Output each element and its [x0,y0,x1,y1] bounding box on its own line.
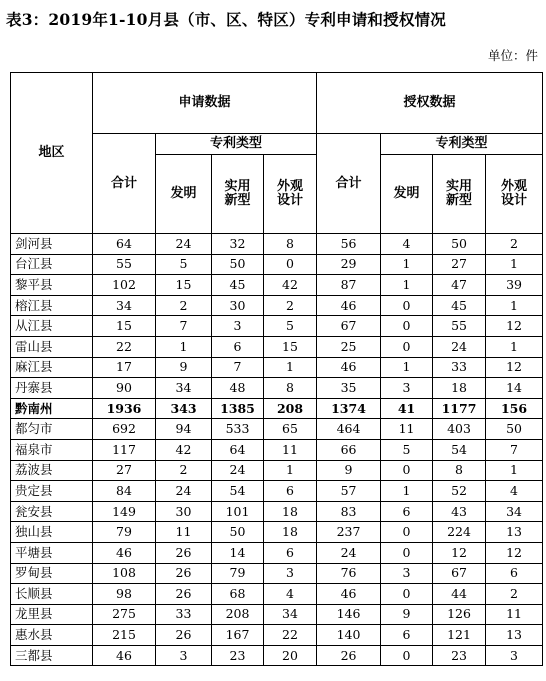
table-row [11,295,543,316]
value-cell: 1 [486,295,543,316]
value-cell: 20 [264,645,317,666]
value-cell: 66 [317,439,381,460]
value-cell: 11 [264,439,317,460]
table-title: 表3：2019年1-10月县（市、区、特区）专利申请和授权情况 [6,10,446,29]
value-cell: 52 [433,481,486,502]
value-cell: 67 [433,563,486,584]
value-cell: 167 [212,625,264,646]
value-cell: 275 [93,604,156,625]
value-cell: 2 [486,584,543,605]
value-cell: 7 [212,357,264,378]
value-cell: 1 [381,481,433,502]
value-cell: 5 [264,316,317,337]
value-cell: 1 [264,357,317,378]
region-name-cell: 福泉市 [11,439,93,460]
value-cell: 7 [156,316,212,337]
value-cell: 1 [264,460,317,481]
value-cell: 42 [264,275,317,296]
value-cell: 79 [93,522,156,543]
value-cell: 22 [93,336,156,357]
value-cell: 46 [317,295,381,316]
value-cell: 15 [93,316,156,337]
table-row [11,254,543,275]
table-row [11,357,543,378]
value-cell: 8 [264,378,317,399]
value-cell: 6 [381,625,433,646]
value-cell: 2 [264,295,317,316]
value-cell: 33 [433,357,486,378]
region-name-cell: 麻江县 [11,357,93,378]
value-cell: 34 [486,501,543,522]
value-cell: 0 [264,254,317,275]
value-cell: 0 [381,336,433,357]
value-cell: 8 [264,234,317,255]
value-cell: 46 [317,584,381,605]
value-cell: 1 [381,254,433,275]
region-name-cell: 惠水县 [11,625,93,646]
value-cell: 24 [156,234,212,255]
value-cell: 27 [93,460,156,481]
value-cell: 55 [93,254,156,275]
value-cell: 208 [264,398,317,419]
value-cell: 3 [381,563,433,584]
value-cell: 156 [486,398,543,419]
value-cell: 33 [156,604,212,625]
table-row [11,522,543,543]
value-cell: 90 [93,378,156,399]
grant-patent-type-header: 专利类型 [381,134,543,155]
value-cell: 12 [433,542,486,563]
value-cell: 50 [212,254,264,275]
value-cell: 32 [212,234,264,255]
value-cell: 64 [93,234,156,255]
value-cell: 30 [212,295,264,316]
grant-group-header: 授权数据 [317,73,543,134]
region-name-cell: 长顺县 [11,584,93,605]
app-utility-header: 实用 新型 [212,155,264,234]
value-cell: 83 [317,501,381,522]
region-name-cell: 雷山县 [11,336,93,357]
value-cell: 55 [433,316,486,337]
value-cell: 24 [317,542,381,563]
value-cell: 4 [381,234,433,255]
value-cell: 1 [486,460,543,481]
value-cell: 2 [156,460,212,481]
value-cell: 464 [317,419,381,440]
value-cell: 9 [381,604,433,625]
value-cell: 0 [381,316,433,337]
value-cell: 6 [264,542,317,563]
value-cell: 146 [317,604,381,625]
value-cell: 43 [433,501,486,522]
table-row [11,625,543,646]
value-cell: 208 [212,604,264,625]
grant-utility-header: 实用 新型 [433,155,486,234]
value-cell: 47 [433,275,486,296]
value-cell: 0 [381,295,433,316]
value-cell: 22 [264,625,317,646]
region-name-cell: 独山县 [11,522,93,543]
value-cell: 1936 [93,398,156,419]
unit-label: 单位：件 [487,48,538,63]
value-cell: 237 [317,522,381,543]
value-cell: 57 [317,481,381,502]
value-cell: 11 [156,522,212,543]
value-cell: 94 [156,419,212,440]
value-cell: 79 [212,563,264,584]
value-cell: 25 [317,336,381,357]
value-cell: 9 [317,460,381,481]
app-invention-header: 发明 [156,155,212,234]
value-cell: 50 [486,419,543,440]
region-name-cell: 贵定县 [11,481,93,502]
value-cell: 1 [381,357,433,378]
value-cell: 117 [93,439,156,460]
value-cell: 18 [264,522,317,543]
table-row [11,501,543,522]
value-cell: 48 [212,378,264,399]
value-cell: 533 [212,419,264,440]
table-row [11,604,543,625]
grant-design-header: 外观 设计 [486,155,543,234]
value-cell: 44 [433,584,486,605]
value-cell: 6 [264,481,317,502]
value-cell: 26 [156,625,212,646]
value-cell: 1177 [433,398,486,419]
value-cell: 46 [317,357,381,378]
value-cell: 121 [433,625,486,646]
value-cell: 65 [264,419,317,440]
value-cell: 1385 [212,398,264,419]
app-total-header: 合计 [93,134,156,234]
value-cell: 39 [486,275,543,296]
value-cell: 98 [93,584,156,605]
value-cell: 26 [156,542,212,563]
table-row [11,234,543,255]
value-cell: 6 [212,336,264,357]
value-cell: 6 [486,563,543,584]
value-cell: 0 [381,522,433,543]
table-row [11,378,543,399]
value-cell: 5 [156,254,212,275]
value-cell: 126 [433,604,486,625]
value-cell: 0 [381,645,433,666]
table-row [11,645,543,666]
region-name-cell: 荔波县 [11,460,93,481]
value-cell: 64 [212,439,264,460]
value-cell: 8 [433,460,486,481]
value-cell: 215 [93,625,156,646]
value-cell: 29 [317,254,381,275]
value-cell: 403 [433,419,486,440]
value-cell: 101 [212,501,264,522]
value-cell: 343 [156,398,212,419]
region-name-cell: 平塘县 [11,542,93,563]
value-cell: 87 [317,275,381,296]
value-cell: 3 [156,645,212,666]
value-cell: 1 [381,275,433,296]
region-name-cell: 剑河县 [11,234,93,255]
value-cell: 5 [381,439,433,460]
value-cell: 18 [264,501,317,522]
value-cell: 35 [317,378,381,399]
value-cell: 46 [93,645,156,666]
value-cell: 2 [486,234,543,255]
value-cell: 224 [433,522,486,543]
patent-table [10,72,543,666]
value-cell: 50 [212,522,264,543]
region-name-cell: 三都县 [11,645,93,666]
value-cell: 9 [156,357,212,378]
value-cell: 102 [93,275,156,296]
table-row [11,563,543,584]
value-cell: 7 [486,439,543,460]
value-cell: 14 [486,378,543,399]
region-name-cell: 罗甸县 [11,563,93,584]
value-cell: 0 [381,584,433,605]
value-cell: 0 [381,460,433,481]
value-cell: 76 [317,563,381,584]
value-cell: 54 [433,439,486,460]
value-cell: 1 [486,336,543,357]
region-name-cell: 黎平县 [11,275,93,296]
table-row [11,398,543,419]
value-cell: 24 [212,460,264,481]
value-cell: 42 [156,439,212,460]
value-cell: 26 [156,584,212,605]
value-cell: 3 [381,378,433,399]
value-cell: 13 [486,522,543,543]
table-row [11,336,543,357]
value-cell: 30 [156,501,212,522]
value-cell: 3 [212,316,264,337]
table-body [11,234,543,666]
value-cell: 34 [264,604,317,625]
value-cell: 692 [93,419,156,440]
value-cell: 45 [212,275,264,296]
region-name-cell: 榕江县 [11,295,93,316]
region-name-cell: 龙里县 [11,604,93,625]
value-cell: 15 [156,275,212,296]
table-row [11,584,543,605]
value-cell: 4 [486,481,543,502]
grant-total-header: 合计 [317,134,381,234]
value-cell: 84 [93,481,156,502]
value-cell: 14 [212,542,264,563]
value-cell: 26 [317,645,381,666]
region-name-cell: 瓮安县 [11,501,93,522]
value-cell: 67 [317,316,381,337]
region-name-cell: 黔南州 [11,398,93,419]
region-name-cell: 丹寨县 [11,378,93,399]
value-cell: 0 [381,542,433,563]
region-header: 地区 [11,73,93,234]
value-cell: 56 [317,234,381,255]
value-cell: 23 [212,645,264,666]
value-cell: 18 [433,378,486,399]
value-cell: 15 [264,336,317,357]
table-row [11,316,543,337]
value-cell: 3 [486,645,543,666]
value-cell: 1374 [317,398,381,419]
value-cell: 108 [93,563,156,584]
value-cell: 3 [264,563,317,584]
value-cell: 23 [433,645,486,666]
value-cell: 17 [93,357,156,378]
value-cell: 11 [486,604,543,625]
region-name-cell: 都匀市 [11,419,93,440]
value-cell: 12 [486,357,543,378]
value-cell: 24 [156,481,212,502]
value-cell: 54 [212,481,264,502]
value-cell: 12 [486,316,543,337]
value-cell: 1 [486,254,543,275]
value-cell: 50 [433,234,486,255]
region-name-cell: 台江县 [11,254,93,275]
value-cell: 45 [433,295,486,316]
value-cell: 34 [93,295,156,316]
value-cell: 140 [317,625,381,646]
value-cell: 4 [264,584,317,605]
value-cell: 13 [486,625,543,646]
grant-invention-header: 发明 [381,155,433,234]
region-name-cell: 从江县 [11,316,93,337]
value-cell: 27 [433,254,486,275]
table-row [11,439,543,460]
table-row [11,460,543,481]
app-design-header: 外观 设计 [264,155,317,234]
value-cell: 68 [212,584,264,605]
application-group-header: 申请数据 [93,73,317,134]
value-cell: 149 [93,501,156,522]
app-patent-type-header: 专利类型 [156,134,317,155]
table-row [11,542,543,563]
value-cell: 34 [156,378,212,399]
value-cell: 24 [433,336,486,357]
value-cell: 26 [156,563,212,584]
table-row [11,419,543,440]
value-cell: 11 [381,419,433,440]
value-cell: 2 [156,295,212,316]
value-cell: 6 [381,501,433,522]
value-cell: 41 [381,398,433,419]
table-row [11,481,543,502]
value-cell: 1 [156,336,212,357]
value-cell: 46 [93,542,156,563]
table-row [11,275,543,296]
value-cell: 12 [486,542,543,563]
